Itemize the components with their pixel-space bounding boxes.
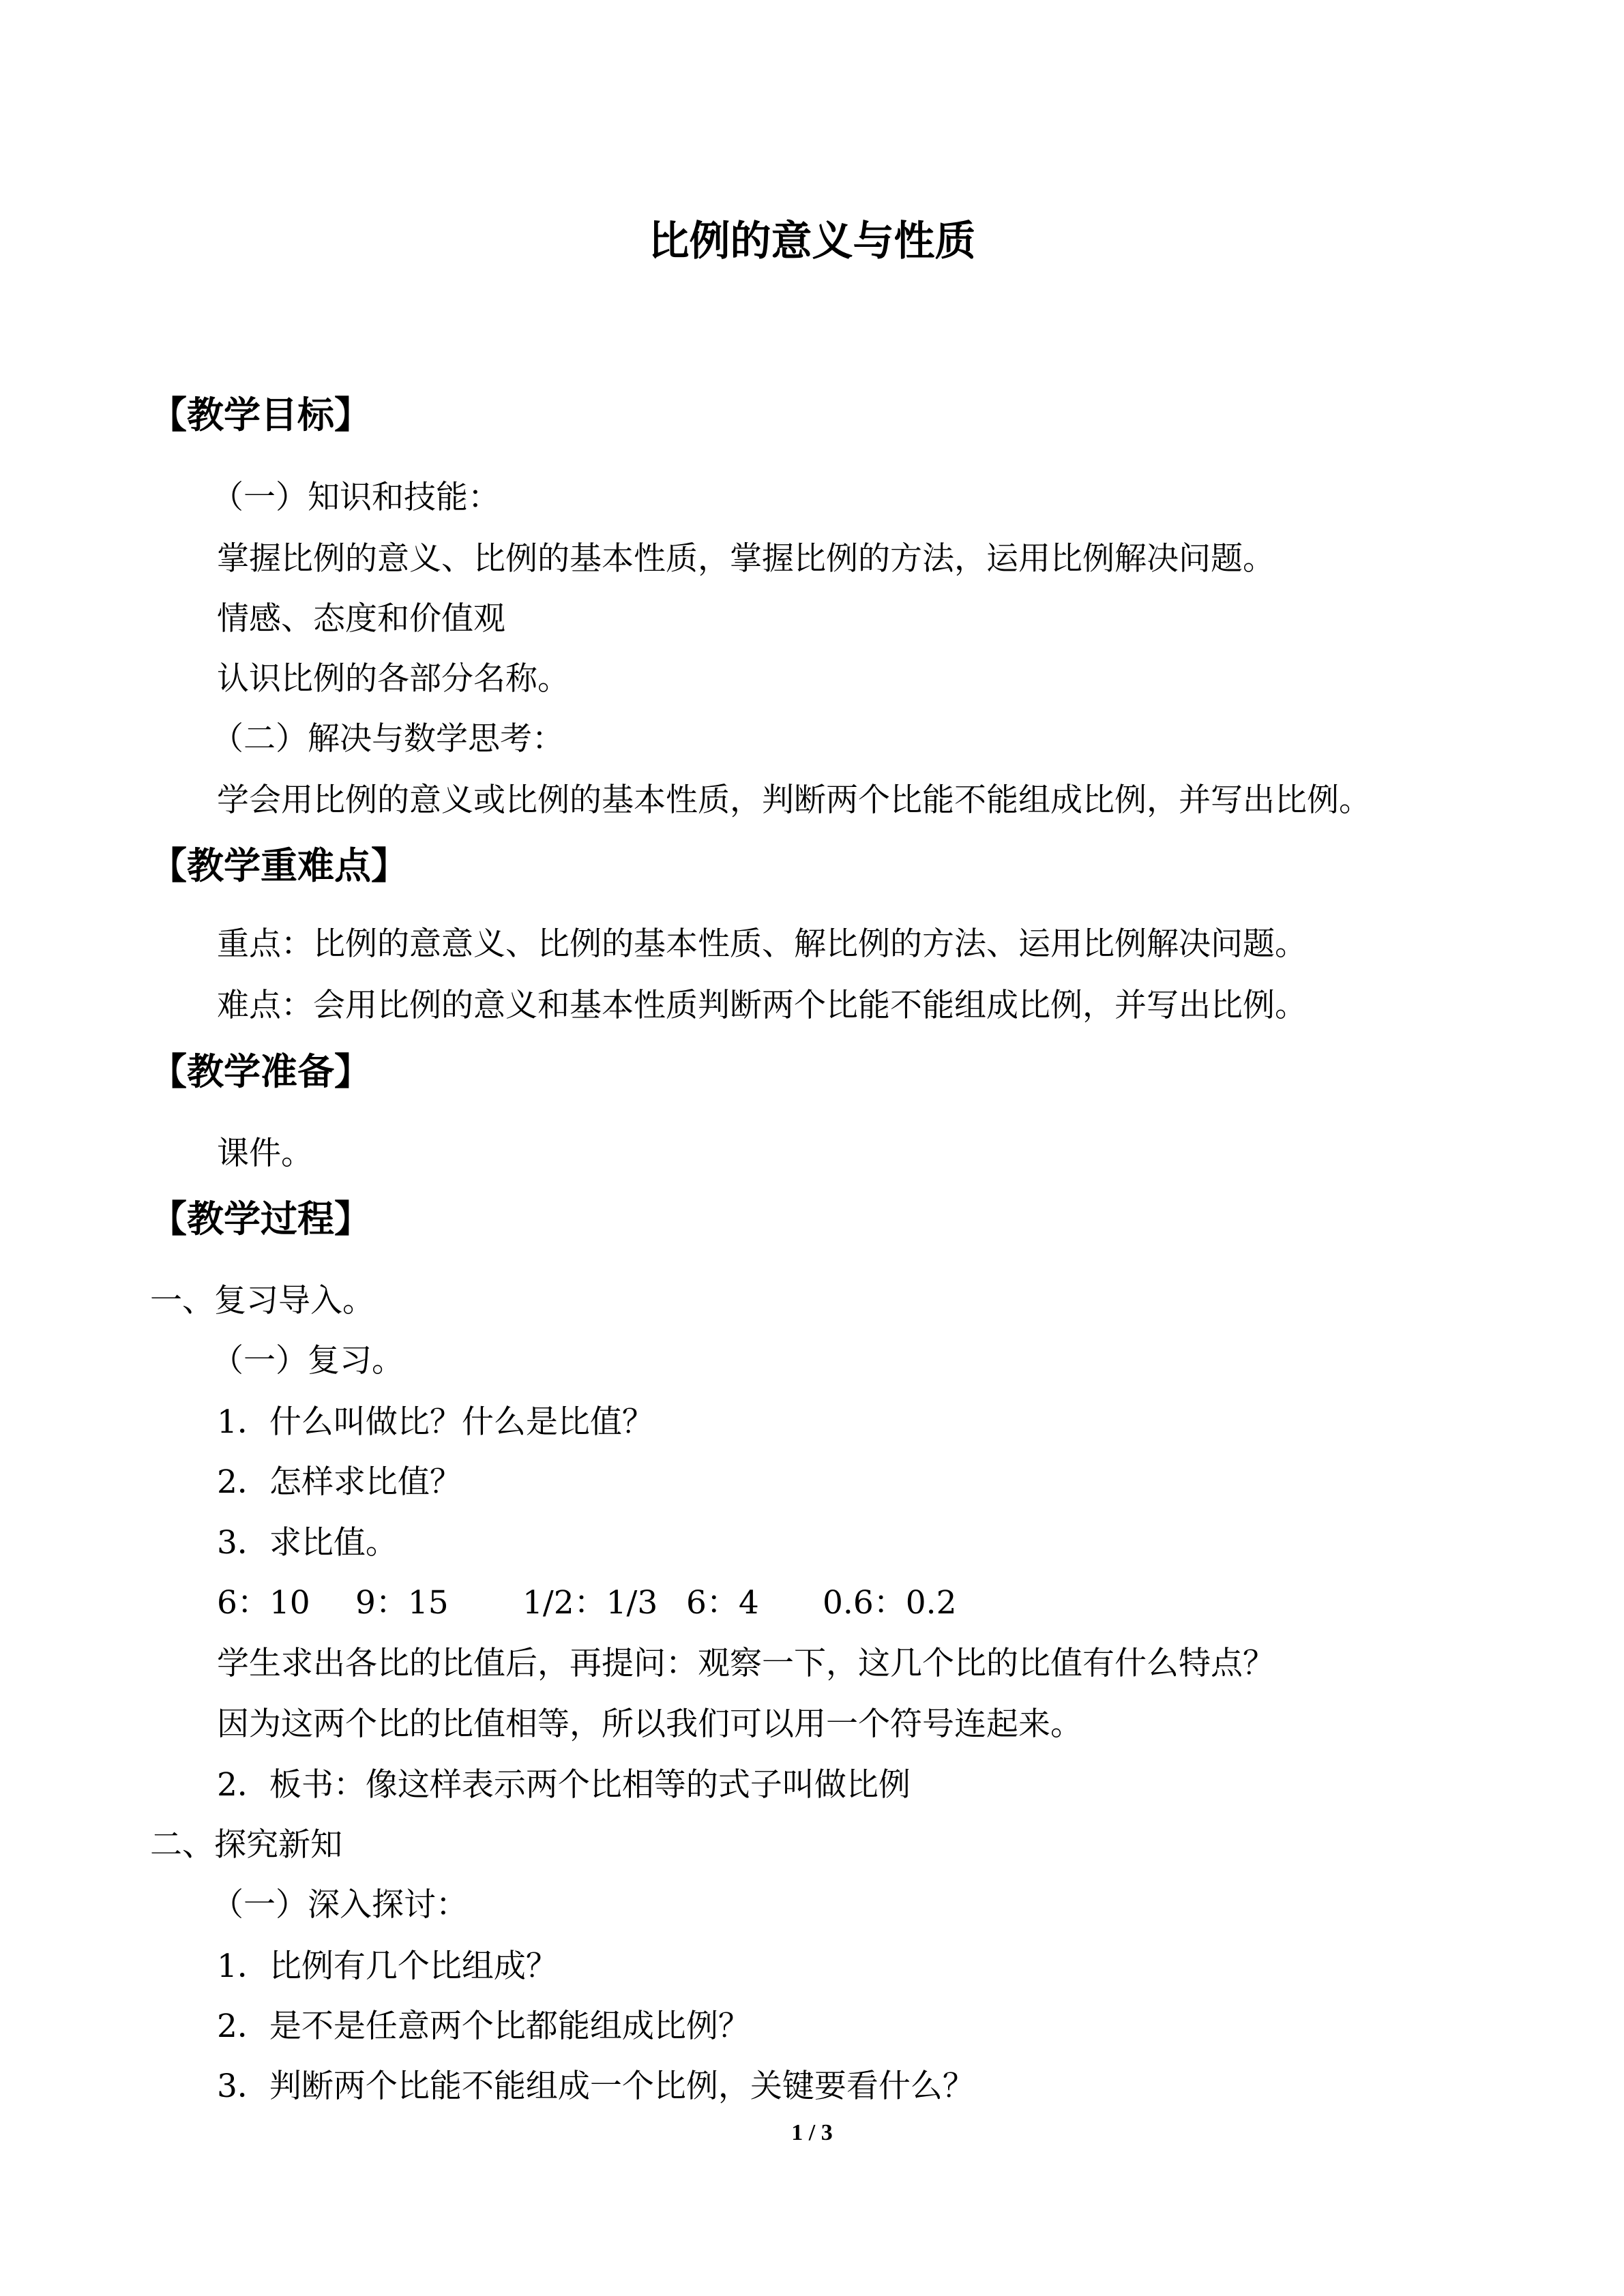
- process-question: 1．比例有几个比组成？: [217, 1948, 558, 1985]
- objectives-line: 学会用比例的意义或比例的基本性质，判断两个比能不能组成比例，并写出比例。: [217, 781, 1371, 819]
- objectives-line: 掌握比例的意义、比例的基本性质，掌握比例的方法，运用比例解决问题。: [217, 540, 1275, 578]
- process-question: 3．求比值。: [217, 1524, 398, 1562]
- section-heading-objectives: 【教学目标】: [150, 393, 371, 436]
- ratio-list: [217, 1584, 957, 1622]
- key-points-line: 重点：比例的意意义、比例的基本性质、解比例的方法、运用比例解决问题。: [217, 925, 1307, 963]
- document-title: 比例的意义与性质: [648, 218, 976, 265]
- page-number: 1 / 3: [791, 2120, 833, 2145]
- process-part2-label: 二、探究新知: [150, 1826, 342, 1864]
- process-question: 3．判断两个比能不能组成一个比例，关键要看什么？: [217, 2068, 975, 2105]
- ratio-item: 1/2：1/3: [522, 1584, 658, 1622]
- key-points-line: 难点：会用比例的意义和基本性质判断两个比能不能组成比例，并写出比例。: [217, 987, 1307, 1024]
- preparation-line: 课件。: [217, 1135, 313, 1172]
- objectives-line: （二）解决与数学思考：: [211, 720, 564, 758]
- process-question: 2．怎样求比值？: [217, 1463, 462, 1501]
- objectives-line: 认识比例的各部分名称。: [217, 660, 570, 698]
- ratio-item: 0.6：0.2: [823, 1584, 957, 1622]
- process-line: 学生求出各比的比值后，再提问：观察一下，这几个比的比值有什么特点？: [217, 1645, 1275, 1682]
- section-heading-preparation: 【教学准备】: [150, 1050, 371, 1093]
- process-question: 2．是不是任意两个比都能组成比例？: [217, 2008, 750, 2045]
- ratio-item: 6：10: [217, 1584, 310, 1622]
- process-part1-sub: （一）复习。: [211, 1342, 404, 1380]
- process-line: 2．板书：像这样表示两个比相等的式子叫做比例: [217, 1766, 911, 1804]
- process-question: 1．什么叫做比？什么是比值？: [217, 1403, 654, 1441]
- ratio-item: 6：4: [686, 1584, 759, 1622]
- process-part2-sub: （一）深入探讨：: [211, 1886, 468, 1924]
- process-part1-label: 一、复习导入。: [150, 1282, 374, 1320]
- ratio-item: 9：15: [355, 1584, 449, 1622]
- objectives-line: （一）知识和技能：: [211, 479, 500, 516]
- objectives-line: 情感、态度和价值观: [217, 600, 505, 638]
- process-line: 因为这两个比的比值相等，所以我们可以用一个符号连起来。: [217, 1705, 1082, 1743]
- section-heading-process: 【教学过程】: [150, 1197, 371, 1240]
- section-heading-key-points: 【教学重难点】: [150, 844, 408, 887]
